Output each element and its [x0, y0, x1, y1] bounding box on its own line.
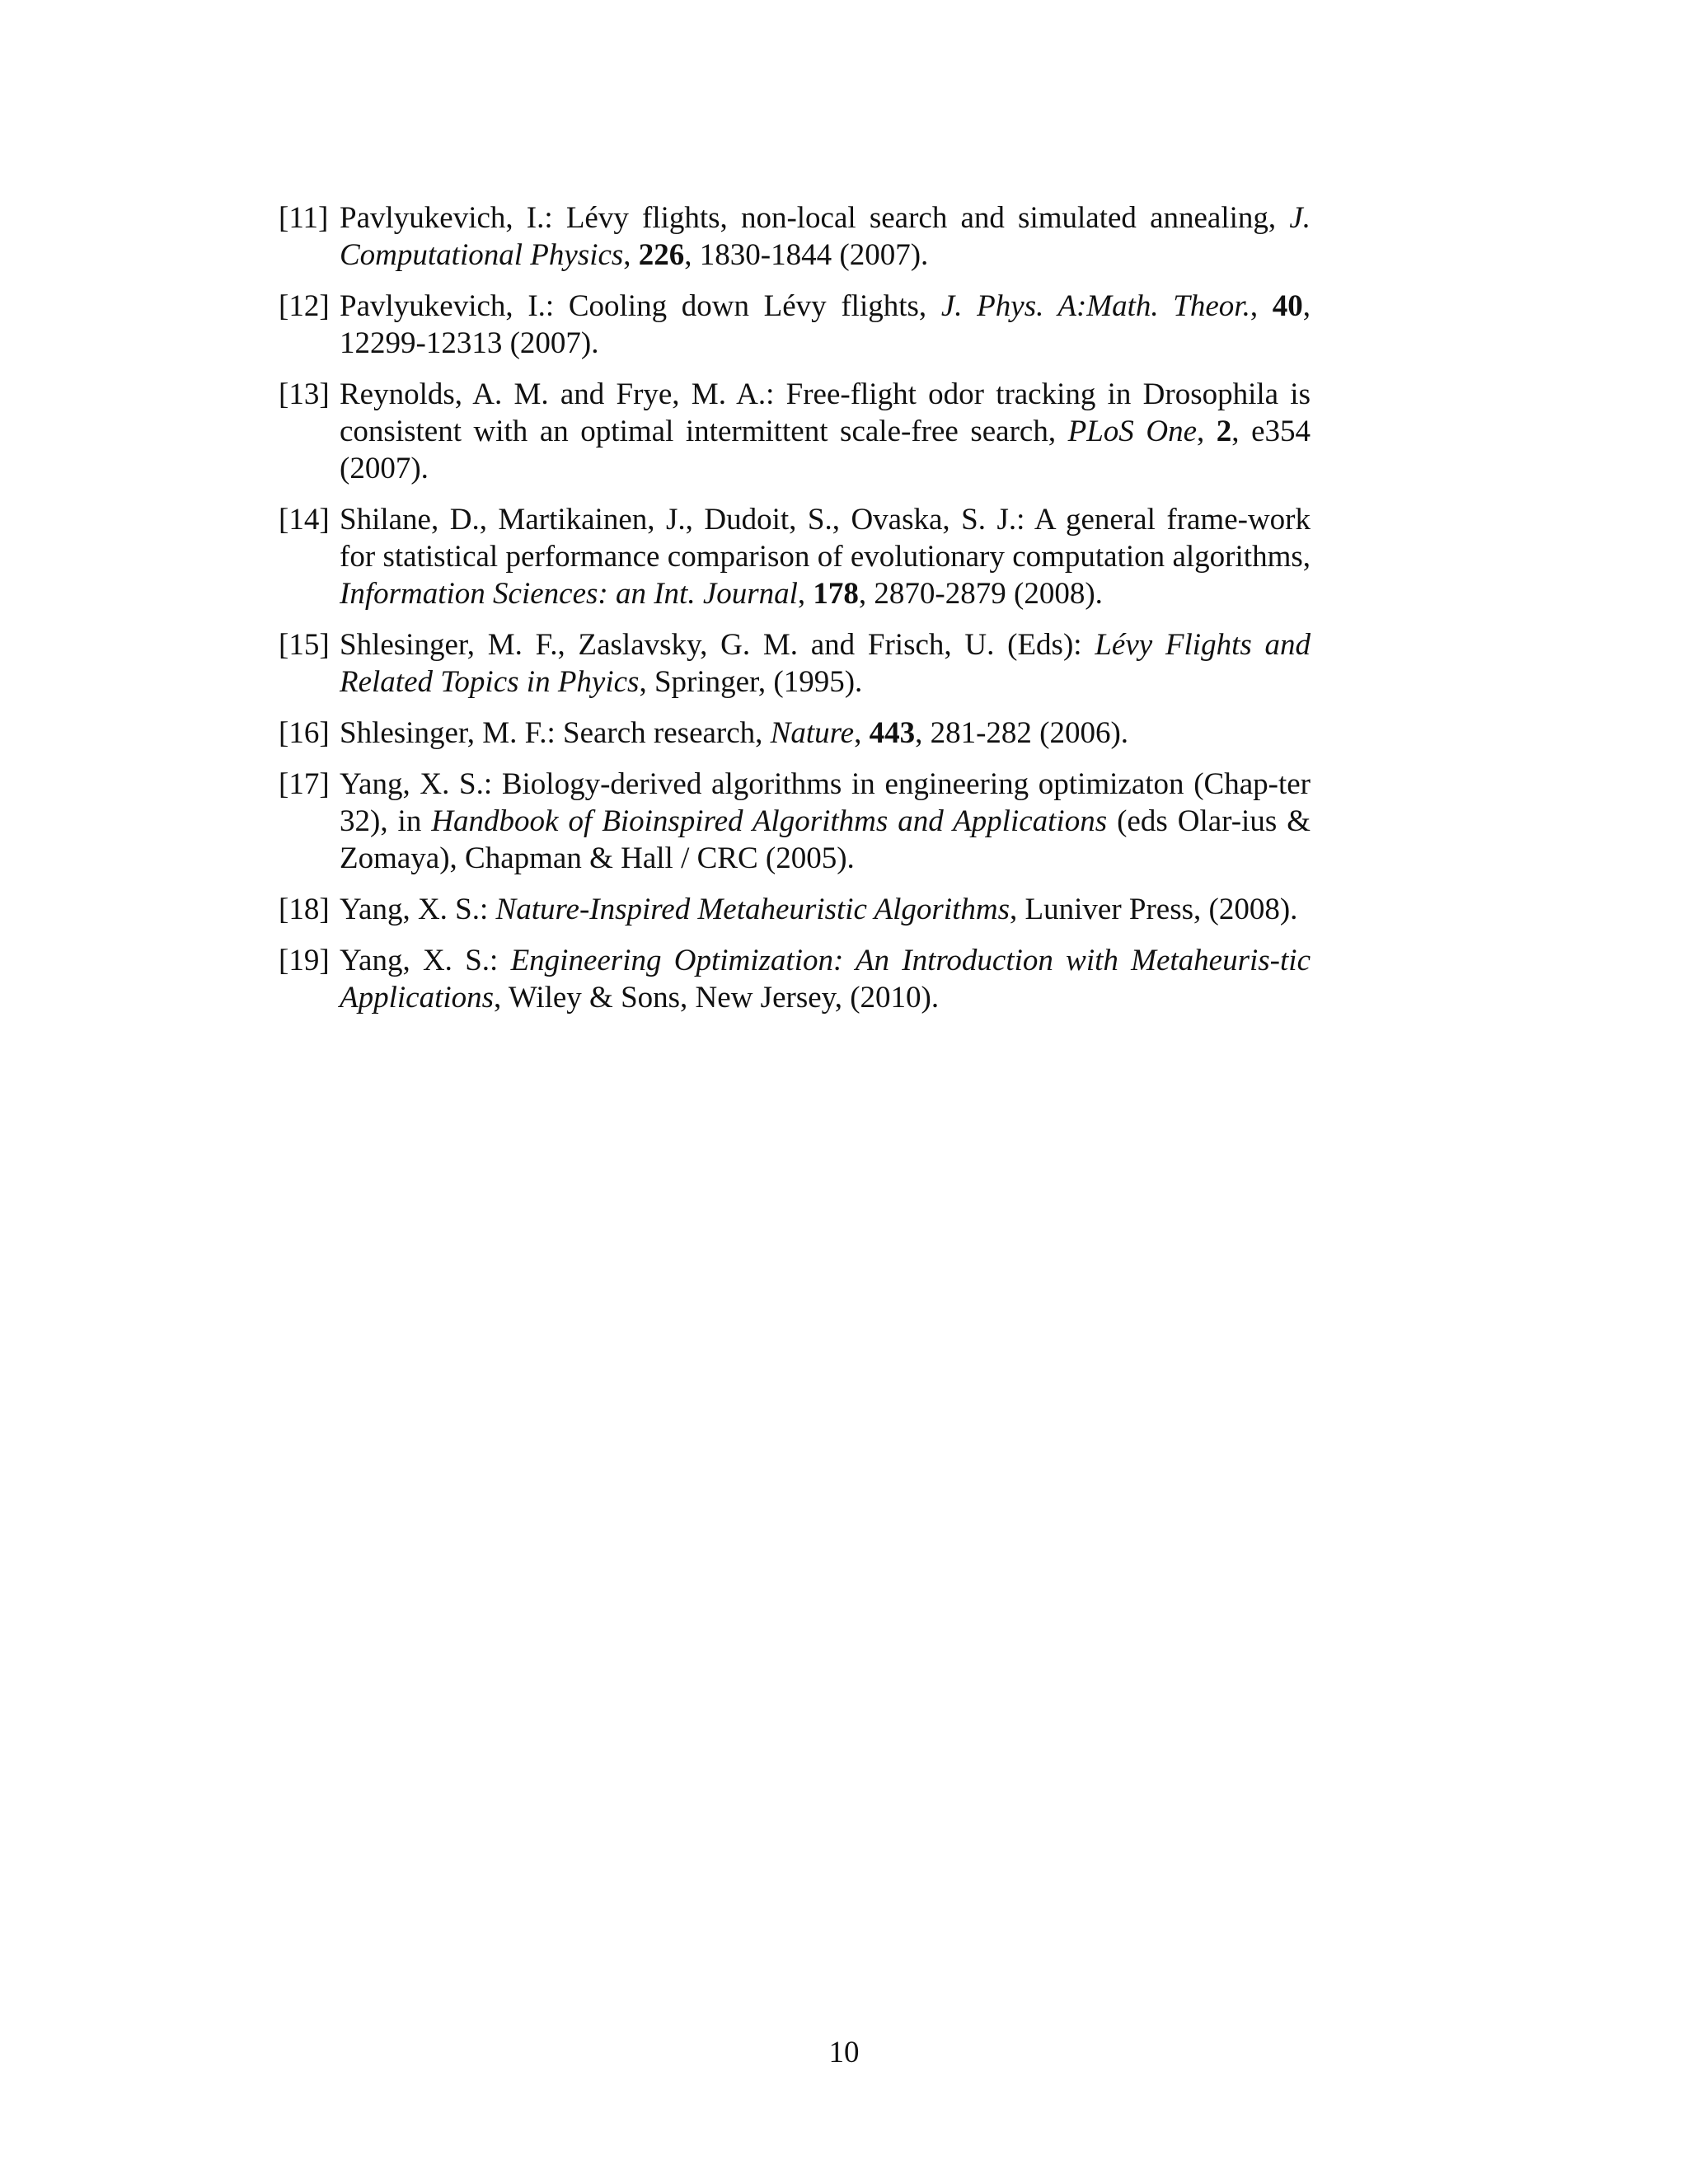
page-number: 10 — [828, 2036, 860, 2069]
reference-text — [340, 716, 1128, 750]
reference-segment: Shilane, D., Martikainen, J., Dudoit, S., Ovaska, S. J.: A general frame-work for statistical performance comparison of evolutionary computation algorithms, — [340, 503, 1311, 574]
reference-segment: (eds Olar-ius & Zomaya), Chapman & Hall / CRC (2005). — [340, 804, 1311, 875]
reference-bold: 443 — [869, 716, 916, 750]
reference-text — [340, 503, 1311, 611]
reference-italic: Lévy Flights and Related Topics in Phyics — [340, 628, 1311, 699]
reference-segment: , 12299-12313 (2007). — [340, 289, 1311, 360]
reference-bold: 226 — [638, 238, 685, 272]
reference-number: [19] — [279, 944, 330, 977]
reference-segment: , — [623, 238, 639, 272]
reference-number: [13] — [279, 377, 330, 411]
reference-text — [340, 944, 1311, 1015]
reference-italic: PLoS One — [1067, 415, 1197, 448]
reference-text — [340, 377, 1311, 485]
reference-text — [340, 628, 1311, 699]
reference-segment: , Springer, (1995). — [639, 665, 863, 699]
reference-text — [340, 289, 1311, 360]
reference-number: [18] — [279, 893, 330, 926]
reference-segment: , Luniver Press, (2008). — [1010, 893, 1298, 926]
reference-item — [279, 891, 1311, 928]
reference-segment: , 1830-1844 (2007). — [684, 238, 929, 272]
reference-italic: J. Computational Physics — [340, 201, 1311, 272]
reference-list — [279, 199, 1311, 1030]
reference-bold: 2 — [1216, 415, 1232, 448]
reference-segment: , — [854, 716, 870, 750]
reference-segment: , Wiley & Sons, New Jersey, (2010). — [494, 981, 940, 1015]
reference-italic: J. Phys. A:Math. Theor. — [940, 289, 1250, 323]
reference-segment: , 2870-2879 (2008). — [858, 577, 1103, 611]
reference-segment: , — [797, 577, 814, 611]
reference-italic: Nature-Inspired Metaheuristic Algorithms — [495, 893, 1010, 926]
reference-italic: Handbook of Bioinspired Algorithms and Applications — [431, 804, 1108, 838]
reference-number: [14] — [279, 503, 330, 537]
reference-number: [16] — [279, 716, 330, 750]
reference-segment: , e354 (2007). — [340, 415, 1311, 485]
reference-segment: Pavlyukevich, I.: Cooling down Lévy flights, — [340, 289, 941, 323]
reference-italic: Engineering Optimization: An Introduction with Metaheuris-tic Applications — [340, 944, 1311, 1015]
reference-segment: , — [1250, 289, 1273, 323]
reference-number: [15] — [279, 628, 330, 662]
reference-italic: Nature — [770, 716, 855, 750]
reference-segment: Yang, X. S.: — [340, 944, 511, 977]
reference-number: [12] — [279, 289, 330, 323]
reference-text — [340, 767, 1311, 875]
reference-text — [340, 201, 1311, 272]
reference-segment: Yang, X. S.: — [340, 893, 496, 926]
reference-italic: Information Sciences: an Int. Journal — [340, 577, 798, 611]
reference-item — [279, 199, 1311, 274]
reference-item — [279, 942, 1311, 1016]
reference-item — [279, 626, 1311, 701]
reference-bold: 178 — [813, 577, 859, 611]
reference-item — [279, 288, 1311, 362]
reference-item — [279, 376, 1311, 487]
reference-text — [340, 893, 1297, 926]
reference-number: [11] — [279, 201, 329, 235]
reference-segment: Shlesinger, M. F., Zaslavsky, G. M. and Frisch, U. (Eds): — [340, 628, 1095, 662]
reference-segment: Shlesinger, M. F.: Search research, — [340, 716, 771, 750]
reference-segment: , — [1197, 415, 1217, 448]
reference-number: [17] — [279, 767, 330, 801]
reference-segment: , 281-282 (2006). — [915, 716, 1129, 750]
reference-segment: Reynolds, A. M. and Frye, M. A.: Free-flight odor tracking in Drosophila is consistent with an optimal intermittent scale-free search, — [340, 377, 1311, 448]
reference-item — [279, 766, 1311, 877]
reference-segment: Pavlyukevich, I.: Lévy flights, non-local search and simulated annealing, — [340, 201, 1290, 235]
reference-bold: 40 — [1272, 289, 1303, 323]
reference-item — [279, 501, 1311, 612]
reference-item — [279, 715, 1311, 752]
reference-segment: Yang, X. S.: Biology-derived algorithms in engineering optimizaton (Chap-ter 32), in — [340, 767, 1311, 838]
